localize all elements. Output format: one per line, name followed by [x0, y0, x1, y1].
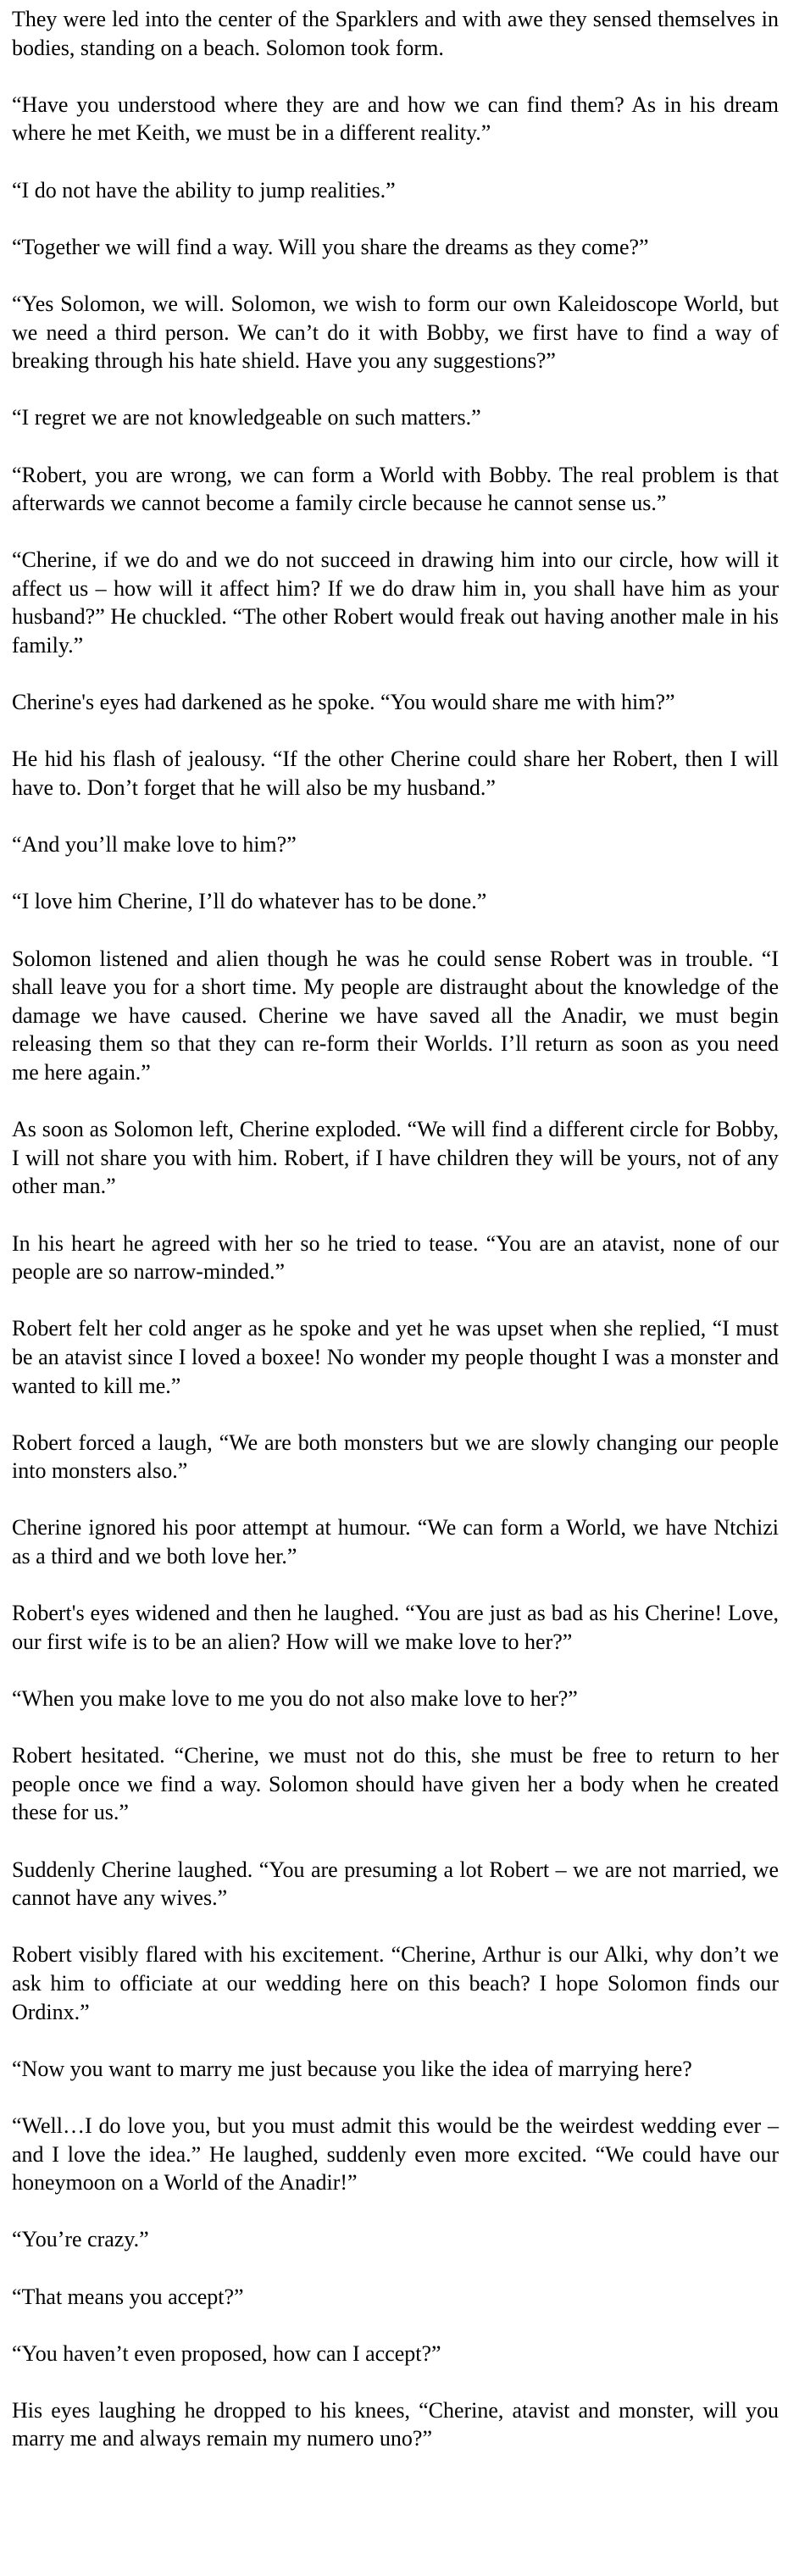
paragraph: Solomon listened and alien though he was he could sense Robert was in trouble. “I shall leave you for a short time. My people are distraught about the knowledge of the damage we have caused. Cherine we have saved all the Anadir, we must begin releasing them so that they can re-form their Worlds. I’ll return as soon as you need me here again.”	[12, 946, 779, 1085]
paragraph: “I do not have the ability to jump realities.”	[12, 177, 396, 203]
paragraph: “Yes Solomon, we will. Solomon, we wish to form our own Kaleidoscope World, but we need a third person. We can’t do it with Bobby, we first have to find a way of breaking through his hate shield. Have you any suggestions?”	[12, 291, 779, 374]
paragraph: He hid his flash of jealousy. “If the other Cherine could share her Robert, then I will have to. Don’t forget that he will also be my husband.”	[12, 747, 779, 801]
paragraph: Robert's eyes widened and then he laughed. “You are just as bad as his Cherine! Love, our first wife is to be an alien? How will we make love to her?”	[12, 1601, 779, 1654]
paragraph: “When you make love to me you do not also make love to her?”	[12, 1686, 578, 1712]
paragraph: “You haven’t even proposed, how can I accept?”	[12, 2340, 441, 2366]
paragraph: “I love him Cherine, I’ll do whatever has to be done.”	[12, 889, 487, 914]
paragraph: Cherine ignored his poor attempt at humour. “We can form a World, we have Ntchizi as a third and we both love her.”	[12, 1515, 779, 1569]
paragraph: They were led into the center of the Sparklers and with awe they sensed themselves in bodies, standing on a beach. Solomon took form.	[12, 7, 779, 60]
paragraph: As soon as Solomon left, Cherine exploded. “We will find a different circle for Bobby, I will not share you with him. Robert, if I have children they will be yours, not of any other man.”	[12, 1117, 779, 1199]
paragraph: “That means you accept?”	[12, 2284, 244, 2309]
paragraph: In his heart he agreed with her so he tried to tease. “You are an atavist, none of our people are so narrow-minded.”	[12, 1230, 779, 1285]
paragraph: Cherine's eyes had darkened as he spoke. “You would share me with him?”	[12, 690, 675, 715]
paragraph: Robert visibly flared with his excitement. “Cherine, Arthur is our Alki, why don’t we ask him to officiate at our wedding here on this beach? I hope Solomon finds our Ordinx.”	[12, 1942, 779, 2024]
paragraph: “You’re crazy.”	[12, 2227, 149, 2252]
paragraph: “And you’ll make love to him?”	[12, 832, 297, 858]
paragraph: His eyes laughing he dropped to his knees, “Cherine, atavist and monster, will you marry me and always remain my numero uno?”	[12, 2397, 779, 2451]
paragraph: Suddenly Cherine laughed. “You are presuming a lot Robert – we are not married, we cannot have any wives.”	[12, 1857, 779, 1911]
paragraph: “Well…I do love you, but you must admit this would be the weirdest wedding ever – and I love the idea.” He laughed, suddenly even more excited. “We could have our honeymoon on a World of the Anadir!”	[12, 2112, 779, 2196]
paragraph: “Cherine, if we do and we do not succeed in drawing him into our circle, how will it affect us – how will it affect him? If we do draw him in, you shall have him as your husband?” He chuckled. “The other Robert would freak out having another male in his family.”	[12, 547, 779, 658]
paragraph: “I regret we are not knowledgeable on such matters.”	[12, 405, 481, 430]
paragraph: Robert hesitated. “Cherine, we must not do this, she must be free to return to her people once we find a way. Solomon should have given her a body when he created these for us.”	[12, 1743, 779, 1825]
paragraph: “Together we will find a way. Will you share the dreams as they come?”	[12, 234, 649, 259]
paragraph: Robert forced a laugh, “We are both monsters but we are slowly changing our people into monsters also.”	[12, 1430, 779, 1484]
paragraph: “Have you understood where they are and how we can find them? As in his dream where he met Keith, we must be in a different reality.”	[12, 92, 779, 146]
paragraph: “Robert, you are wrong, we can form a World with Bobby. The real problem is that afterwards we cannot become a family circle because he cannot sense us.”	[12, 462, 779, 516]
paragraph: Robert felt her cold anger as he spoke and yet he was upset when she replied, “I must be an atavist since I loved a boxee! No wonder my people thought I was a monster and wanted to kill me.”	[12, 1316, 779, 1398]
document-text	[12, 5, 779, 2453]
paragraph: “Now you want to marry me just because you like the idea of marrying here?	[12, 2056, 692, 2081]
